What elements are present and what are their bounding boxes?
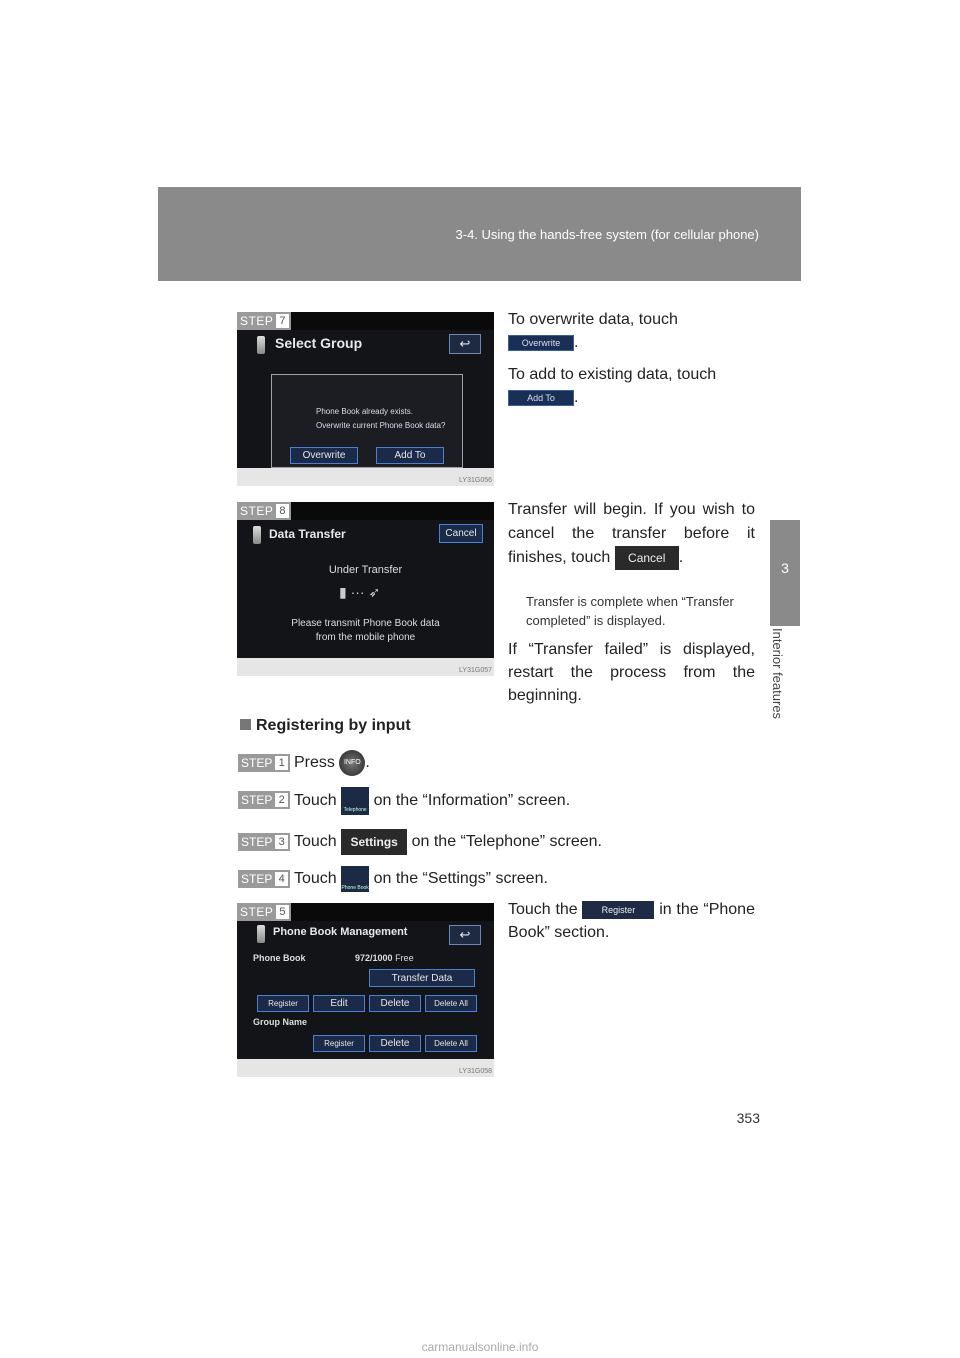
step1-text: Press INFO . bbox=[294, 750, 370, 776]
screen-title: Data Transfer bbox=[269, 527, 346, 541]
step7-text-overwrite: To overwrite data, touch Overwrite . bbox=[508, 311, 678, 351]
cancel-inline-button: Cancel bbox=[615, 546, 679, 570]
step1-tag: STEP 1 bbox=[238, 754, 290, 772]
step-number: 7 bbox=[276, 314, 289, 328]
group-delete-button[interactable]: Delete bbox=[369, 1035, 421, 1052]
heading-square-icon bbox=[240, 719, 251, 730]
section-header-bar bbox=[158, 187, 801, 281]
figure-code: LY31G057 bbox=[459, 667, 492, 674]
info-button-icon: INFO bbox=[339, 750, 365, 776]
figure-code: LY31G058 bbox=[459, 1068, 492, 1075]
phone-icon bbox=[257, 336, 265, 354]
dialog-line1: Phone Book already exists. bbox=[316, 407, 413, 416]
register-button[interactable]: Register bbox=[257, 995, 309, 1012]
back-icon[interactable]: ↩ bbox=[449, 925, 481, 945]
step4-text: Touch Phone Book on the “Settings” screen. bbox=[294, 866, 548, 892]
screen bbox=[237, 330, 494, 468]
step3-text: Touch Settings on the “Telephone” screen. bbox=[294, 829, 602, 855]
step-number: 5 bbox=[276, 905, 289, 919]
chapter-label bbox=[770, 628, 796, 738]
overwrite-inline-button: Overwrite bbox=[508, 335, 574, 351]
transfer-message-line1: Please transmit Phone Book data bbox=[291, 618, 440, 629]
step7-screenshot bbox=[237, 312, 494, 486]
add-to-button[interactable]: Add To bbox=[376, 447, 444, 464]
step2-tag: STEP 2 bbox=[238, 791, 290, 809]
figure-code: LY31G056 bbox=[459, 477, 492, 484]
delete-button[interactable]: Delete bbox=[369, 995, 421, 1012]
step8-screenshot bbox=[237, 502, 494, 676]
overwrite-button[interactable]: Overwrite bbox=[290, 447, 358, 464]
step4-tag: STEP 4 bbox=[238, 870, 290, 888]
step8-text: Transfer will begin. If you wish to cancel the transfer before it finishes, touch Cancel . bbox=[508, 498, 755, 570]
step7-text-add: To add to existing data, touch Add To . bbox=[508, 366, 717, 406]
edit-button[interactable]: Edit bbox=[313, 995, 365, 1012]
dialog-line2: Overwrite current Phone Book data? bbox=[316, 421, 446, 430]
code-strip bbox=[237, 1059, 494, 1077]
screen bbox=[237, 520, 494, 658]
section-title: 3-4. Using the hands-free system (for cellular phone) bbox=[455, 227, 759, 242]
chapter-tab bbox=[770, 520, 800, 626]
screen-title: Select Group bbox=[275, 335, 363, 351]
add-to-inline-button: Add To bbox=[508, 390, 574, 406]
step5-text: Touch the Register in the “Phone Book” section. bbox=[508, 901, 755, 941]
register-inline-button: Register bbox=[582, 901, 654, 919]
phone-book-icon: Phone Book bbox=[341, 866, 369, 892]
screen bbox=[237, 921, 494, 1059]
phone-icon bbox=[253, 526, 261, 544]
phone-book-count: 972/1000 Free bbox=[355, 953, 414, 963]
phone-icon bbox=[257, 925, 265, 943]
step8-failed-text: If “Transfer failed” is displayed, restart the process from the beginning. bbox=[508, 641, 755, 704]
settings-inline-button: Settings bbox=[341, 829, 407, 855]
transfer-message-line2: from the mobile phone bbox=[315, 632, 416, 643]
page-number: 353 bbox=[736, 1110, 760, 1126]
step8-note: Transfer is complete when “Transfer completed” is displayed. bbox=[526, 594, 734, 628]
phone-book-label: Phone Book bbox=[253, 953, 306, 963]
code-strip bbox=[237, 468, 494, 486]
step-tag: STEP 5 bbox=[237, 903, 291, 921]
group-register-button[interactable]: Register bbox=[313, 1035, 365, 1052]
section-heading: Registering by input bbox=[240, 717, 411, 735]
step-number: 8 bbox=[276, 504, 289, 518]
dialog bbox=[271, 374, 463, 468]
step-tag: STEP 8 bbox=[237, 502, 291, 520]
step-tag: STEP 7 bbox=[237, 312, 291, 330]
code-strip bbox=[237, 658, 494, 676]
chapter-label-text: Interior features bbox=[770, 628, 785, 720]
transfer-icon: ▮ ··· ➶ bbox=[339, 584, 381, 600]
delete-all-button[interactable]: Delete All bbox=[425, 995, 477, 1012]
step2-text: Touch Telephone on the “Information” screen. bbox=[294, 787, 570, 815]
chapter-number: 3 bbox=[781, 560, 789, 576]
group-name-label: Group Name bbox=[253, 1017, 308, 1027]
step5-screenshot bbox=[237, 903, 494, 1077]
cancel-button[interactable]: Cancel bbox=[439, 524, 483, 543]
transfer-status: Under Transfer bbox=[328, 564, 403, 576]
group-delete-all-button[interactable]: Delete All bbox=[425, 1035, 477, 1052]
screen-title: Phone Book Management bbox=[273, 926, 408, 938]
telephone-icon: Telephone bbox=[341, 787, 369, 815]
transfer-data-button[interactable]: Transfer Data bbox=[369, 969, 475, 987]
step3-tag: STEP 3 bbox=[238, 833, 290, 851]
back-icon[interactable]: ↩ bbox=[449, 334, 481, 354]
watermark-footer: carmanualsonline.info bbox=[421, 1340, 539, 1354]
